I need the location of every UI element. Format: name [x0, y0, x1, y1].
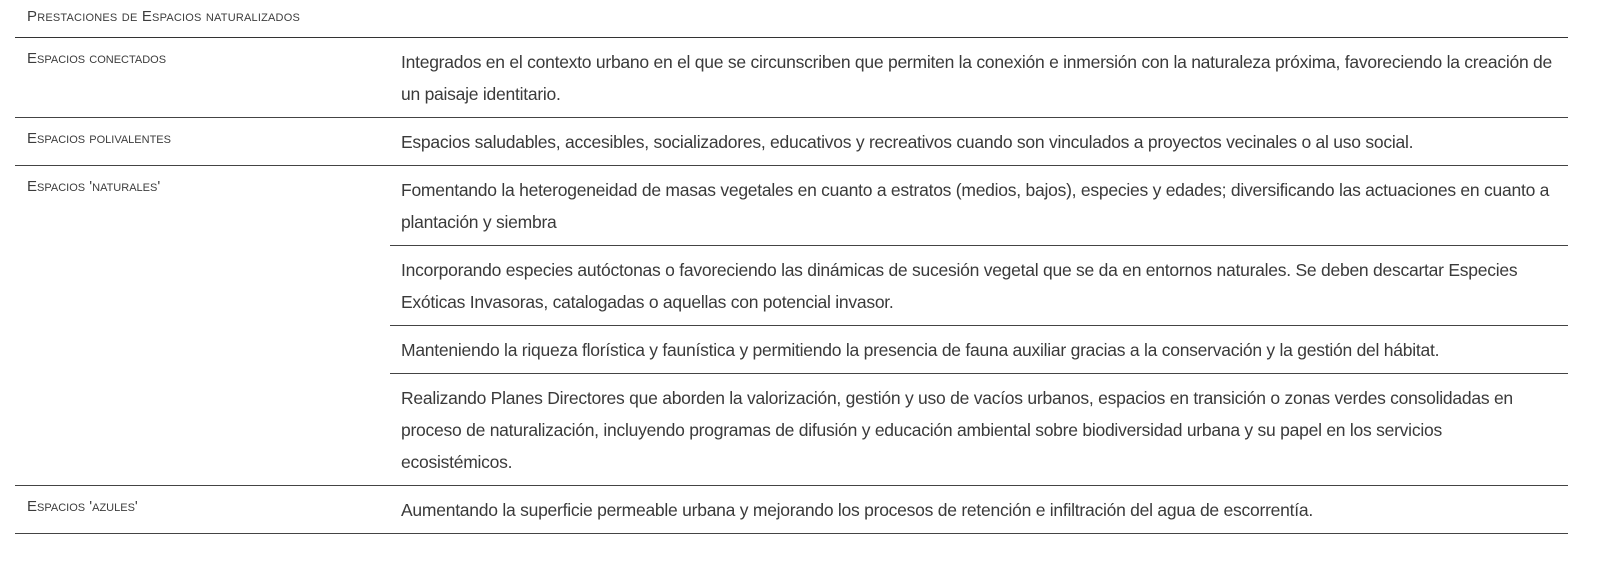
row-label: Espacios polivalentes	[27, 130, 171, 147]
row-description: Manteniendo la riqueza florística y faunística y permitiendo la presencia de fauna auxiliar gracias a la conservación y la gestión del hábitat.	[390, 325, 1568, 373]
table-row-espacios-azules	[15, 486, 1568, 534]
table-row-espacios-polivalentes	[15, 118, 1568, 166]
row-label: Espacios conectados	[27, 50, 167, 67]
row-description: Realizando Planes Directores que aborden la valorización, gestión y uso de vacíos urbanos, espacios en transición o zonas verdes consolidadas en proceso de naturalización, incluyendo programas de difusión y educación ambiental sobre biodiversidad urbana y su papel en los servicios ecosistémicos.	[390, 373, 1568, 485]
row-description: Integrados en el contexto urbano en el que se circunscriben que permiten la conexión e inmersión con la naturaleza próxima, favoreciendo la creación de un paisaje identitario.	[401, 52, 1553, 104]
row-descriptions	[390, 118, 1568, 165]
row-descriptions	[390, 38, 1568, 117]
table-row-espacios-conectados	[15, 38, 1568, 118]
table-title: Prestaciones de Espacios naturalizados	[27, 8, 300, 25]
row-description: Incorporando especies autóctonas o favoreciendo las dinámicas de sucesión vegetal que se da en entornos naturales. Se deben descartar Especies Exóticas Invasoras, catalogadas o aquellas con potencial invasor.	[390, 245, 1568, 325]
row-description: Espacios saludables, accesibles, socializadores, educativos y recreativos cuando son vinculados a proyectos vecinales o al uso social.	[401, 132, 1414, 152]
table-row-espacios-naturales	[15, 166, 1568, 486]
row-label: Espacios 'azules'	[27, 498, 138, 515]
row-descriptions	[390, 486, 1568, 533]
benefits-table	[15, 38, 1568, 534]
row-description: Fomentando la heterogeneidad de masas vegetales en cuanto a estratos (medios, bajos), especies y edades; diversificando las actuaciones en cuanto a plantación y siembra	[401, 180, 1550, 232]
row-label: Espacios 'naturales'	[27, 178, 161, 195]
row-description: Aumentando la superficie permeable urbana y mejorando los procesos de retención e infiltración del agua de escorrentía.	[401, 500, 1313, 520]
row-descriptions	[390, 166, 1568, 485]
